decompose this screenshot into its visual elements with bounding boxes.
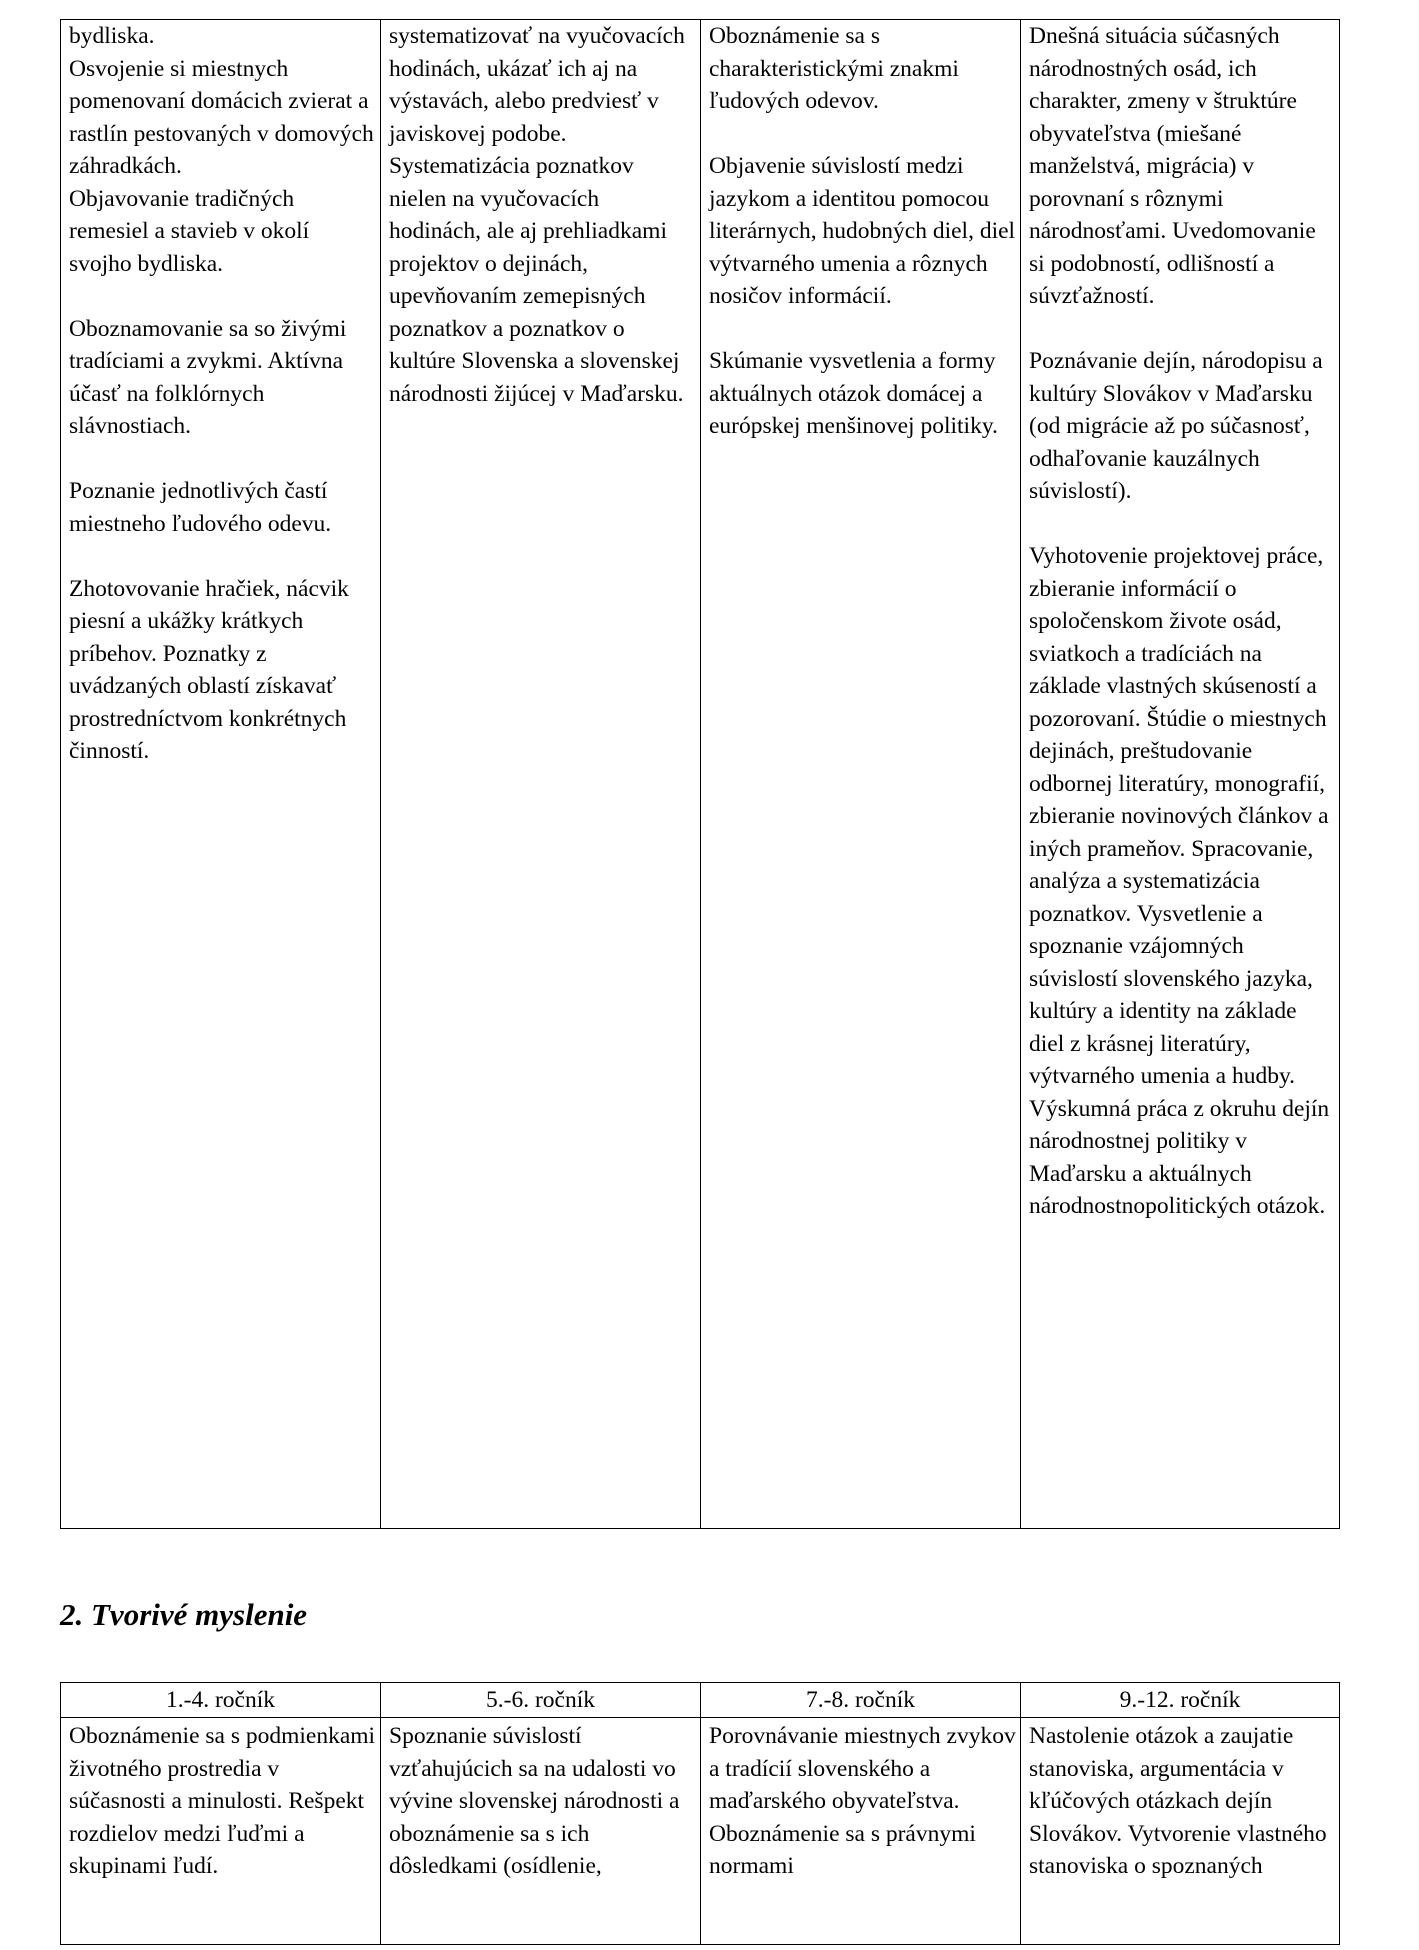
cell-text: Oboznámenie sa s charakteristickými znakmi ľudových odevov. Objavenie súvislostí medzi jazykom a identitou pomocou literárnych, hudobných diel, diel výtvarného umenia a rôznych nosičov informácií. Skúmanie vysvetlenia a formy aktuálnych otázok domácej a európskej menšinovej politiky.	[709, 23, 1016, 439]
table-row	[61, 20, 1340, 1529]
cell-text: systematizovať na vyučovacích hodinách, ukázať ich aj na výstavách, alebo predviesť v javiskovej podobe. Systematizácia poznatkov nielen na vyučovacích hodinách, ale aj prehliadkami projektov o dejinách, upevňovaním zemepisných poznatkov a poznatkov o kultúre Slovenska a slovenskej národnosti žijúcej v Maďarsku.	[389, 23, 685, 407]
table-row	[61, 1718, 1340, 1945]
table-cell	[61, 20, 381, 1529]
curriculum-table-continued	[60, 19, 1340, 1529]
cell-text: bydliska. Osvojenie si miestnych pomenovaní domácich zvierat a rastlín pestovaných v domových záhradkách. Objavovanie tradičných remesiel a stavieb v okolí svojho bydliska. Oboznamovanie sa so živými tradíciami a zvykmi. Aktívna účasť na folklórnych slávnostiach. Poznanie jednotlivých častí miestneho ľudového odevu. Zhotovovanie hračiek, nácvik piesní a ukážky krátkych príbehov. Poznatky z uvádzaných oblastí získavať prostredníctvom konkrétnych činností.	[69, 23, 374, 764]
column-header: 5.-6. ročník	[381, 1683, 701, 1718]
table-cell	[381, 1718, 701, 1945]
table-cell	[1021, 1718, 1340, 1945]
table-cell	[701, 20, 1021, 1529]
table-cell	[381, 20, 701, 1529]
creative-thinking-table	[60, 1682, 1340, 1945]
section-heading: 2. Tvorivé myslenie	[60, 1597, 308, 1632]
table-cell	[61, 1718, 381, 1945]
cell-text: Spoznanie súvislostí vzťahujúcich sa na udalosti vo vývine slovenskej národnosti a oboznámenie sa s ich dôsledkami (osídlenie,	[389, 1723, 680, 1879]
table-header-row	[61, 1683, 1340, 1718]
column-header: 7.-8. ročník	[701, 1683, 1021, 1718]
table-cell	[701, 1718, 1021, 1945]
table-cell	[1021, 20, 1340, 1529]
cell-text: Oboznámenie sa s podmienkami životného prostredia v súčasnosti a minulosti. Rešpekt rozdielov medzi ľuďmi a skupinami ľudí.	[69, 1723, 376, 1879]
cell-text: Nastolenie otázok a zaujatie stanoviska, argumentácia v kľúčových otázkach dejín Slovákov. Vytvorenie vlastného stanoviska o spoznaných	[1029, 1723, 1327, 1879]
cell-text: Porovnávanie miestnych zvykov a tradícií slovenského a maďarského obyvateľstva. Oboznámenie sa s právnymi normami	[709, 1723, 1016, 1879]
cell-text: Dnešná situácia súčasných národnostných osád, ich charakter, zmeny v štruktúre obyvateľstva (miešané manželstvá, migrácia) v porovnaní s rôznymi národnosťami. Uvedomovanie si podobností, odlišností a súvzťažností. Poznávanie dejín, národopisu a kultúry Slovákov v Maďarsku (od migrácie až po súčasnosť, odhaľovanie kauzálnych súvislostí). Vyhotovenie projektovej práce, zbieranie informácií o spoločenskom živote osád, sviatkoch a tradíciách na základe vlastných skúseností a pozorovaní. Štúdie o miestnych dejinách, preštudovanie odbornej literatúry, monografií, zbieranie novinových článkov a iných prameňov. Spracovanie, analýza a systematizácia poznatkov. Vysvetlenie a spoznanie vzájomných súvislostí slovenského jazyka, kultúry a identity na základe diel z krásnej literatúry, výtvarného umenia a hudby. Výskumná práca z okruhu dejín národnostnej politiky v Maďarsku a aktuálnych národnostnopolitických otázok.	[1029, 23, 1330, 1219]
column-header: 9.-12. ročník	[1021, 1683, 1340, 1718]
column-header: 1.-4. ročník	[61, 1683, 381, 1718]
